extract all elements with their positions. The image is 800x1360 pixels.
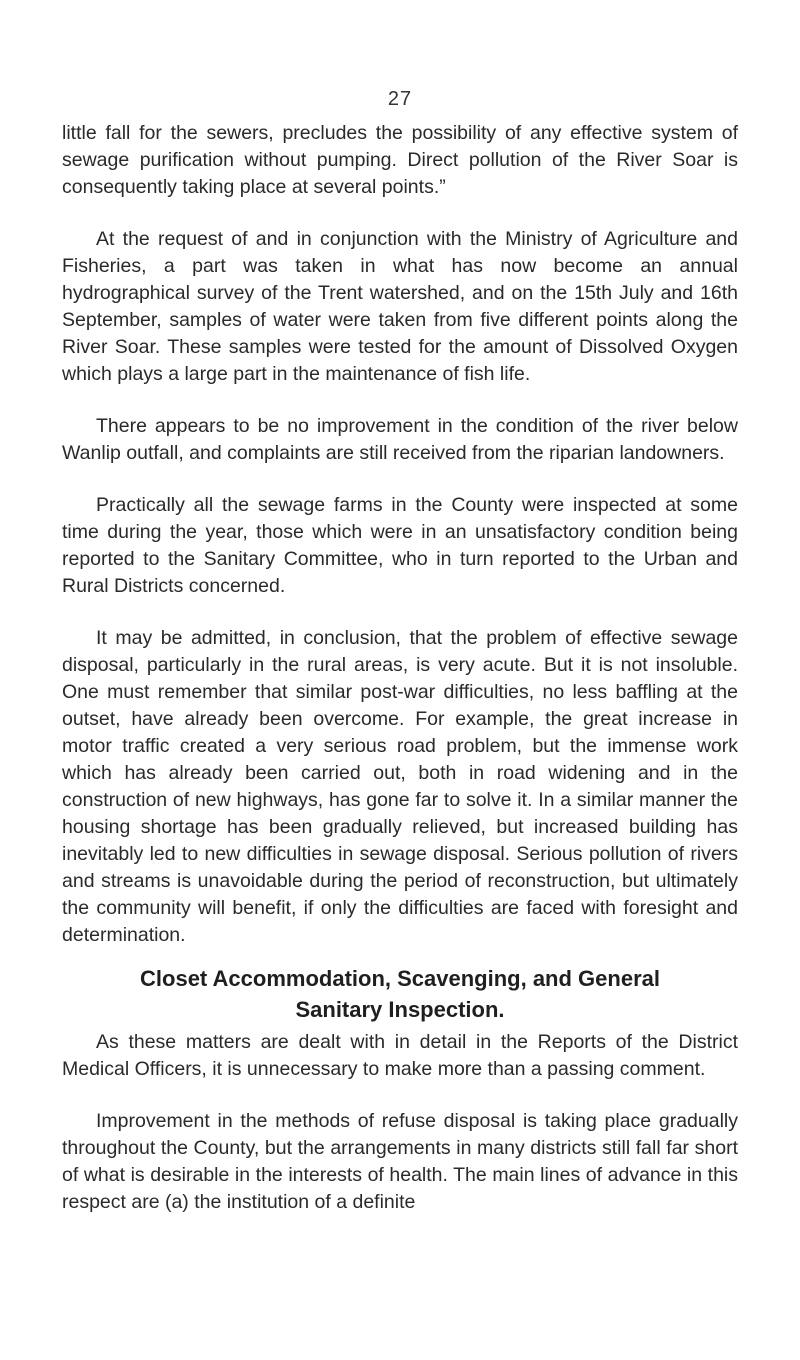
section-heading <box>62 963 738 1025</box>
paragraph-district-reports: As these matters are dealt with in detail in the Reports of the District Medical Officers, it is unnecessary to make more than a passing comment. <box>62 1031 738 1080</box>
paragraph-refuse-disposal: Improvement in the methods of refuse disposal is taking place gradually throughout the County, but the arrangements in many districts still fall far short of what is desirable in the interests of health. The main lines of advance in this respect are (a) the institution of a definite <box>62 1110 738 1213</box>
paragraph-conclusion: It may be admitted, in conclusion, that the problem of effective sewage disposal, particularly in the rural areas, is very acute. But it is not insoluble. One must remember that similar post-war difficulties, no less baffling at the outset, have already been overcome. For example, the great increase in motor traffic created a very serious road problem, but the immense work which has already been carried out, both in road widening and in the construction of new highways, has gone far to solve it. In a similar manner the housing shortage has been gradually relieved, but increased building has inevitably led to new difficulties in sewage disposal. Serious pollution of rivers and streams is unavoidable during the period of reconstruction, but ultimately the community will benefit, if only the difficulties are faced with foresight and determination. <box>62 627 738 946</box>
paragraph-river-condition: There appears to be no improvement in the condition of the river below Wanlip outfall, and complaints are still received from the riparian landowners. <box>62 415 738 464</box>
page-number: 27 <box>387 88 413 110</box>
section-heading-line-2: Sanitary Inspection. <box>295 997 505 1022</box>
paragraph-continuation: little fall for the sewers, precludes the possibility of any effective system of sewage purification without pumping. Direct pollution of the River Soar is consequently taking place at several points.” <box>62 122 738 198</box>
paragraph-hydrographical-survey: At the request of and in conjunction with the Ministry of Agriculture and Fisheries, a part was taken in what has now become an annual hydrographical survey of the Trent watershed, and on the 15th July and 16th September, samples of water were taken from five different points along the River Soar. These samples were tested for the amount of Dissolved Oxygen which plays a large part in the maintenance of fish life. <box>62 228 738 385</box>
section-heading-line-1: Closet Accommodation, Scavenging, and General <box>140 966 660 991</box>
paragraph-sewage-farms: Practically all the sewage farms in the County were inspected at some time during the year, those which were in an unsatisfactory condition being reported to the Sanitary Committee, who in turn reported to the Urban and Rural Districts concerned. <box>62 494 738 597</box>
body-text <box>62 120 738 1241</box>
